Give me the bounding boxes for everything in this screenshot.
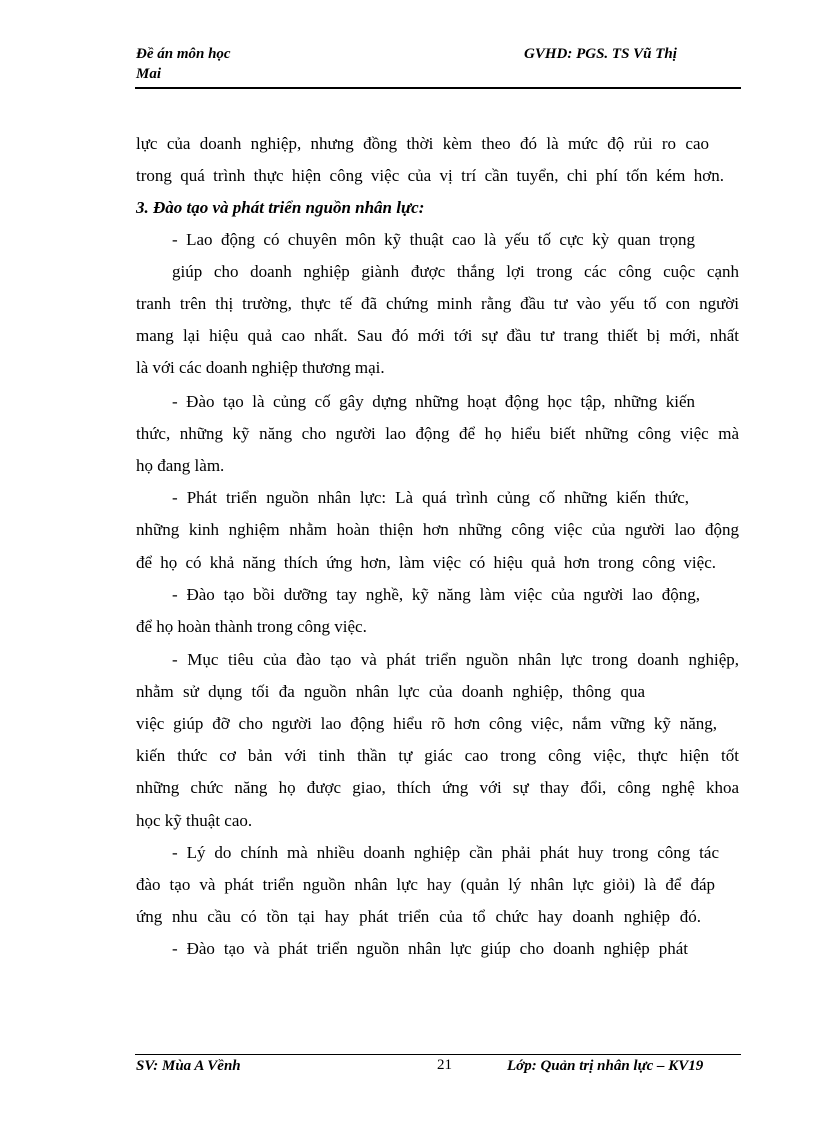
header-right: GVHD: PGS. TS Vũ Thị [524,46,677,62]
body-line: lực của doanh nghiệp, nhưng đồng thời kèm theo đó là mức độ rủi ro cao [136,134,709,153]
body-line: học kỹ thuật cao. [136,811,253,830]
body-line: - Mục tiêu của đào tạo và phát triển nguồn nhân lực trong doanh nghiệp, [172,650,739,669]
footer-rule [135,1054,741,1055]
body-line: mang lại hiệu quả cao nhất. Sau đó mới tới sự đầu tư trang thiết bị mới, nhất [136,326,739,345]
body-line: - Đào tạo bồi dưỡng tay nghề, kỹ năng làm việc của người lao động, [172,585,700,604]
page-number: 21 [437,1057,452,1073]
body-line: ứng nhu cầu có tồn tại hay phát triển của tổ chức hay doanh nghiệp đó. [136,907,701,926]
body-line: để họ hoàn thành trong công việc. [136,617,367,636]
body-line: tranh trên thị trường, thực tế đã chứng minh rằng đầu tư vào yếu tố con người [136,294,739,313]
body-line: - Đào tạo và phát triển nguồn nhân lực giúp cho doanh nghiệp phát [172,939,688,958]
body-line: nhằm sử dụng tối đa nguồn nhân lực của doanh nghiệp, thông qua [136,682,645,701]
body-line: trong quá trình thực hiện công việc của vị trí cần tuyển, chi phí tốn kém hơn. [136,166,724,185]
footer-student: SV: Mùa A Vềnh [136,1058,241,1074]
body-line: - Lý do chính mà nhiều doanh nghiệp cần phải phát huy trong công tác [172,843,719,862]
body-line: giúp cho doanh nghiệp giành được thắng lợi trong các công cuộc cạnh [172,262,739,281]
body-line: - Phát triển nguồn nhân lực: Là quá trình củng cố những kiến thức, [172,488,689,507]
header-rule [135,87,741,89]
body-line: việc giúp đỡ cho người lao động hiểu rõ hơn công việc, nắm vững kỹ năng, [136,714,717,733]
body-line: kiến thức cơ bản với tinh thần tự giác cao trong công việc, thực hiện tốt [136,746,739,765]
body-line: thức, những kỹ năng cho người lao động để họ hiểu biết những công việc mà [136,424,739,443]
header-left-line2: Mai [136,66,162,82]
body-line: để họ có khả năng thích ứng hơn, làm việc có hiệu quả hơn trong công việc. [136,553,716,572]
footer-class: Lớp: Quản trị nhân lực – KV19 [507,1058,704,1074]
section-heading: 3. Đào tạo và phát triển nguồn nhân lực: [136,198,425,217]
body-line: họ đang làm. [136,456,225,475]
header-left-line1: Đề án môn học [136,46,231,62]
body-line: - Lao động có chuyên môn kỹ thuật cao là yếu tố cực kỳ quan trọng [172,230,695,249]
body-line: đào tạo và phát triển nguồn nhân lực hay (quản lý nhân lực giỏi) là để đáp [136,875,715,894]
body-line: là với các doanh nghiệp thương mại. [136,358,385,377]
body-line: những kinh nghiệm nhằm hoàn thiện hơn những công việc của người lao động [136,520,739,539]
body-line: - Đào tạo là củng cố gây dựng những hoạt động học tập, những kiến [172,392,695,411]
body-line: những chức năng họ được giao, thích ứng với sự thay đổi, công nghệ khoa [136,778,739,797]
